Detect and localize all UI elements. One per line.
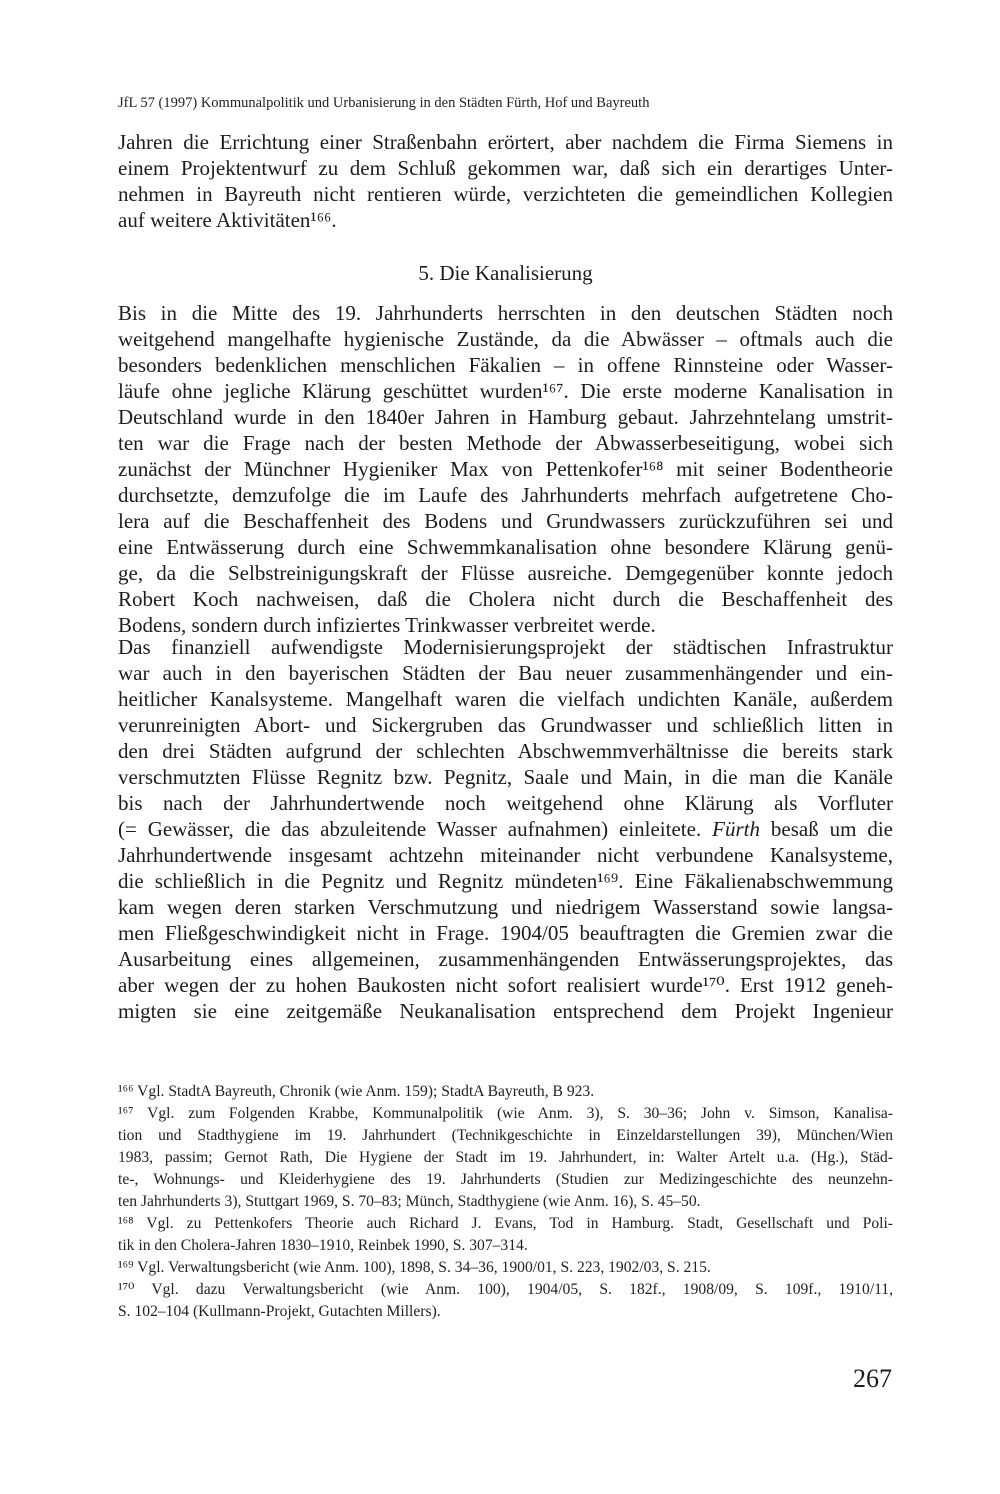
footnote-line: tion und Stadthygiene im 19. Jahrhundert (Technikgeschichte in Einzeldarstellungen 39), München/Wien bbox=[118, 1127, 893, 1144]
footnote-line: ¹⁶⁸ Vgl. zu Pettenkofers Theorie auch Richard J. Evans, Tod in Hamburg. Stadt, Gesellschaft und Poli- bbox=[118, 1215, 893, 1232]
body-line: Jahrhundertwende insgesamt achtzehn miteinander nicht verbundene Kanalsysteme, bbox=[118, 843, 893, 867]
body-line: besonders bedenklichen menschlichen Fäkalien – in offene Rinnsteine oder Wasser- bbox=[118, 353, 893, 377]
section-heading: 5. Die Kanalisierung bbox=[418, 261, 593, 285]
body-line: Bis in die Mitte des 19. Jahrhunderts herrschten in den deutschen Städten noch bbox=[118, 301, 893, 325]
body-line: verunreinigten Abort- und Sickergruben das Grundwasser und schließlich litten in bbox=[118, 713, 893, 737]
body-line-with-italic bbox=[118, 816, 893, 842]
body-line: die schließlich in die Pegnitz und Regnitz mündeten¹⁶⁹. Eine Fäkalienabschwemmung bbox=[118, 869, 893, 893]
body-line: ge, da die Selbstreinigungskraft der Flüsse ausreiche. Demgegenüber konnte jedoch bbox=[118, 561, 893, 585]
footnote-line: 1983, passim; Gernot Rath, Die Hygiene der Stadt im 19. Jahrhundert, in: Walter Artelt u.a. (Hg.), Städ- bbox=[118, 1149, 893, 1166]
italic-place-name: Fürth bbox=[712, 817, 760, 841]
body-line: Jahren die Errichtung einer Straßenbahn erörtert, aber nachdem die Firma Siemens in bbox=[118, 130, 893, 154]
body-line-text: (= Gewässer, die das abzuleitende Wasser aufnahmen) einleitete. bbox=[118, 817, 702, 841]
footnote-line: ¹⁶⁹ Vgl. Verwaltungsbericht (wie Anm. 100), 1898, S. 34–36, 1900/01, S. 223, 1902/03, S. 215. bbox=[118, 1259, 711, 1276]
body-line: migten sie eine zeitgemäße Neukanalisation entsprechend dem Projekt Ingenieur bbox=[118, 999, 893, 1023]
body-line: durchsetzte, demzufolge die im Laufe des Jahrhunderts mehrfach aufgetretene Cho- bbox=[118, 483, 893, 507]
footnote-line: ¹⁷⁰ Vgl. dazu Verwaltungsbericht (wie Anm. 100), 1904/05, S. 182f., 1908/09, S. 109f., 1910/11, bbox=[118, 1281, 893, 1298]
body-line: Robert Koch nachweisen, daß die Cholera nicht durch die Beschaffenheit des bbox=[118, 587, 893, 611]
body-line: einem Projektentwurf zu dem Schluß gekommen war, daß sich ein derartiges Unter- bbox=[118, 156, 893, 180]
body-line-text: besaß um die bbox=[759, 817, 893, 841]
body-line: men Fließgeschwindigkeit nicht in Frage. 1904/05 beauftragten die Gremien zwar die bbox=[118, 921, 893, 945]
body-line: läufe ohne jegliche Klärung geschüttet wurden¹⁶⁷. Die erste moderne Kanalisation in bbox=[118, 379, 893, 403]
body-line: kam wegen deren starken Verschmutzung und niedrigem Wasserstand sowie langsa- bbox=[118, 895, 893, 919]
footnote-line: ten Jahrhunderts 3), Stuttgart 1969, S. 70–83; Münch, Stadthygiene (wie Anm. 16), S. 45–50. bbox=[118, 1193, 701, 1210]
body-line: bis nach der Jahrhundertwende noch weitgehend ohne Klärung als Vorfluter bbox=[118, 791, 893, 815]
body-line: verschmutzten Flüsse Regnitz bzw. Pegnitz, Saale und Main, in die man die Kanäle bbox=[118, 765, 893, 789]
body-line: nehmen in Bayreuth nicht rentieren würde, verzichteten die gemeindlichen Kollegien bbox=[118, 182, 893, 206]
footnote-line: tik in den Cholera-Jahren 1830–1910, Reinbek 1990, S. 307–314. bbox=[118, 1237, 528, 1254]
body-line: auf weitere Aktivitäten¹⁶⁶. bbox=[118, 208, 337, 232]
footnote-line: te-, Wohnungs- und Kleiderhygiene des 19. Jahrhunderts (Studien zur Medizingeschichte des neunzehn- bbox=[118, 1171, 893, 1188]
body-line: Das finanziell aufwendigste Modernisierungsprojekt der städtischen Infrastruktur bbox=[118, 635, 893, 659]
page-number: 267 bbox=[853, 1364, 892, 1393]
body-line: lera auf die Beschaffenheit des Bodens und Grundwassers zurückzuführen sei und bbox=[118, 509, 893, 533]
body-line: aber wegen der zu hohen Baukosten nicht sofort realisiert wurde¹⁷⁰. Erst 1912 geneh- bbox=[118, 973, 893, 997]
footnote-line: ¹⁶⁷ Vgl. zum Folgenden Krabbe, Kommunalpolitik (wie Anm. 3), S. 30–36; John v. Simson, Kanalisa- bbox=[118, 1105, 893, 1122]
body-line: weitgehend mangelhafte hygienische Zustände, da die Abwässer – oftmals auch die bbox=[118, 327, 893, 351]
footnote-line: ¹⁶⁶ Vgl. StadtA Bayreuth, Chronik (wie Anm. 159); StadtA Bayreuth, B 923. bbox=[118, 1083, 595, 1100]
body-line: eine Entwässerung durch eine Schwemmkanalisation ohne besondere Klärung genü- bbox=[118, 535, 893, 559]
body-line: zunächst der Münchner Hygieniker Max von Pettenkofer¹⁶⁸ mit seiner Bodentheorie bbox=[118, 457, 893, 481]
body-line: war auch in den bayerischen Städten der Bau neuer zusammenhängender und ein- bbox=[118, 661, 893, 685]
body-line: Bodens, sondern durch infiziertes Trinkwasser verbreitet werde. bbox=[118, 613, 656, 637]
body-line: Ausarbeitung eines allgemeinen, zusammenhängenden Entwässerungsprojektes, das bbox=[118, 947, 893, 971]
body-line: den drei Städten aufgrund der schlechten Abschwemmverhältnisse die bereits stark bbox=[118, 739, 893, 763]
body-line: heitlicher Kanalsysteme. Mangelhaft waren die vielfach undichten Kanäle, außerdem bbox=[118, 687, 893, 711]
body-line: Deutschland wurde in den 1840er Jahren in Hamburg gebaut. Jahrzehntelang umstrit- bbox=[118, 405, 893, 429]
footnote-line: S. 102–104 (Kullmann-Projekt, Gutachten Millers). bbox=[118, 1303, 441, 1320]
running-header: JfL 57 (1997) Kommunalpolitik und Urbanisierung in den Städten Fürth, Hof und Bayreuth bbox=[118, 95, 650, 111]
body-line: ten war die Frage nach der besten Methode der Abwasserbeseitigung, wobei sich bbox=[118, 431, 893, 455]
